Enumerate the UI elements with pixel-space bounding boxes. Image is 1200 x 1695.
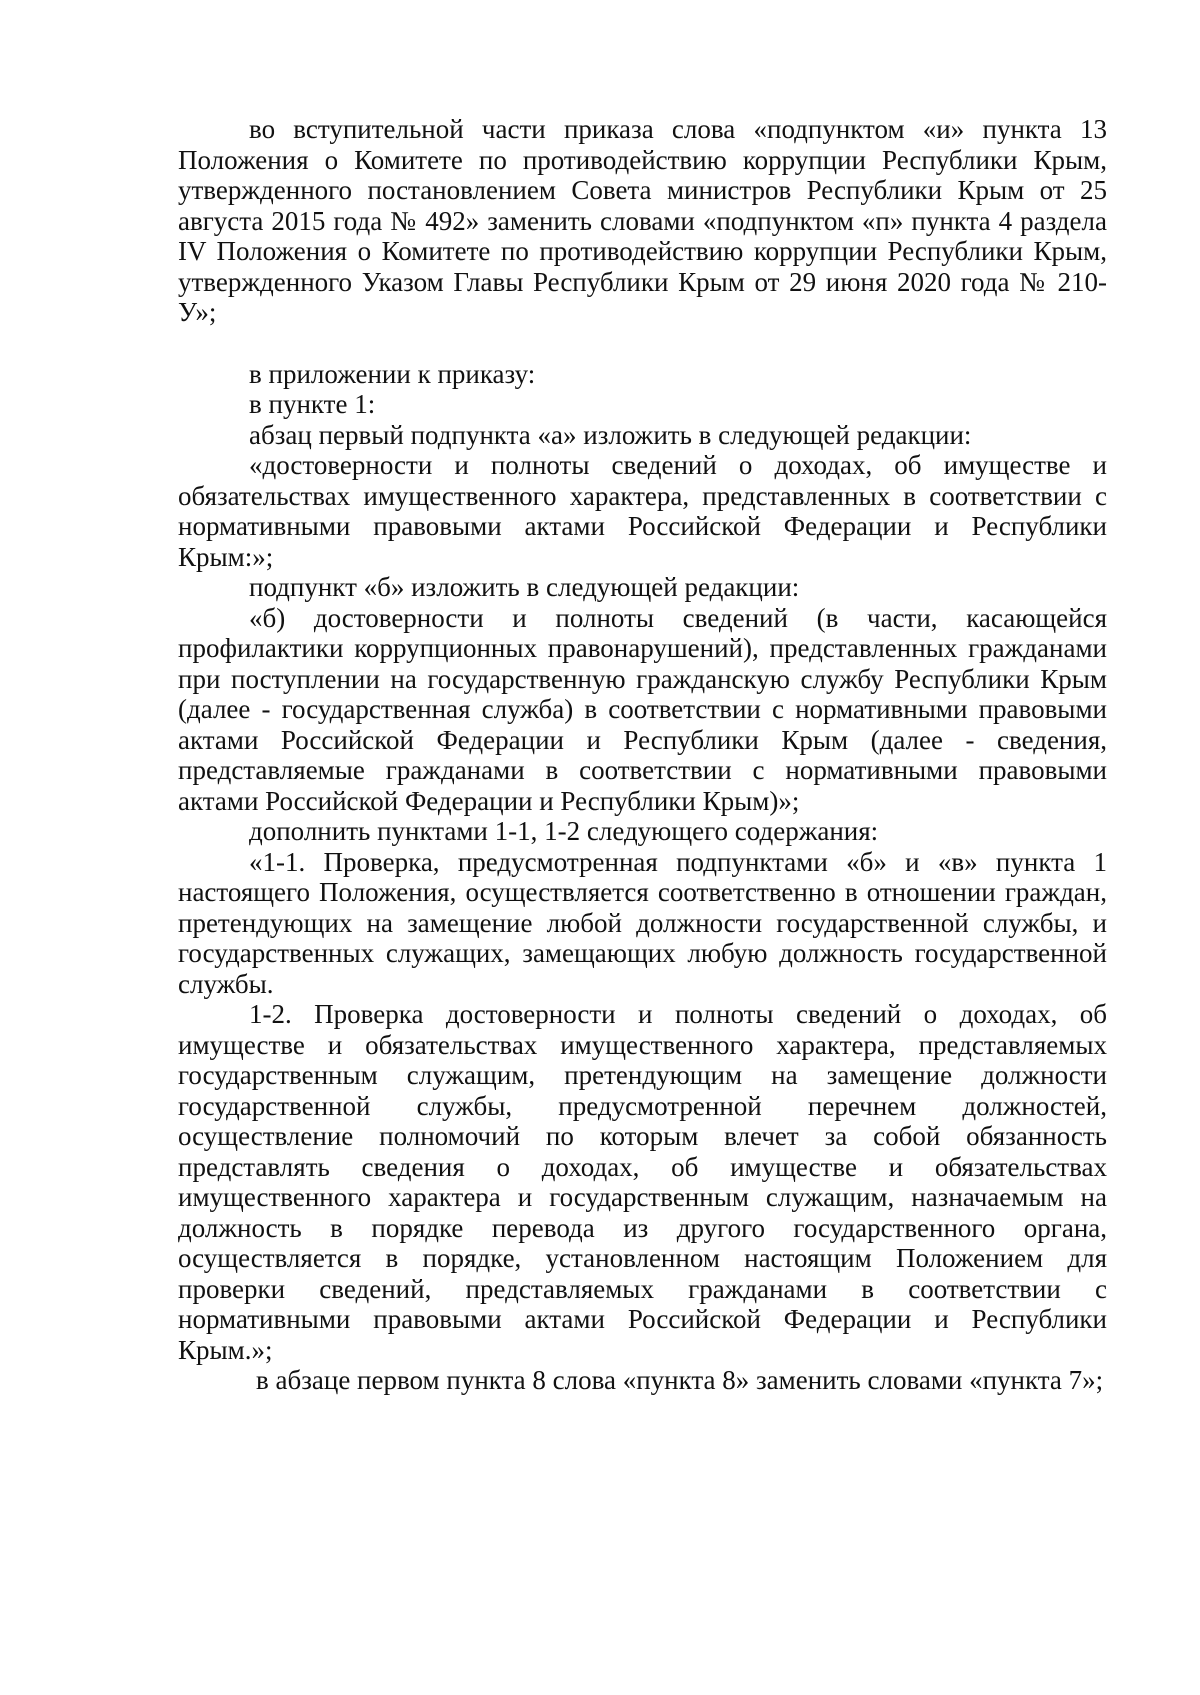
paragraph-subpoint-b-text: «б) достоверности и полноты сведений (в части, касающейся профилактики коррупционных правонарушений), представленных гражданами при поступлении на государственную гражданскую службу Республики Крым (далее - государственная служба) в соответствии с нормативными правовыми актами Российской Федерации и Республики Крым (далее - сведения, представляемые гражданами в соответствии с нормативными правовыми актами Российской Федерации и Республики Крым)»;	[178, 602, 1107, 816]
paragraph-point-1-1: «1-1. Проверка, предусмотренная подпунктами «б» и «в» пункта 1 настоящего Положения, осуществляется соответственно в отношении граждан, претендующих на замещение любой должности государственной службы, и государственных служащих, замещающих любую должность государственной службы.	[178, 846, 1107, 999]
paragraph-subpoint-a-text: «достоверности и полноты сведений о доходах, об имуществе и обязательствах имущественного характера, представленных в соответствии с нормативными правовыми актами Российской Федерации и Республики Крым:»;	[178, 450, 1107, 572]
paragraph-subpoint-a-heading: абзац первый подпункта «а» изложить в следующей редакции:	[249, 419, 972, 450]
paragraph-intro-amendment: во вступительной части приказа слова «подпунктом «и» пункта 13 Положения о Комитете по противодействию коррупции Республики Крым, утвержденного постановлением Совета министров Республики Крым от 25 августа 2015 года № 492» заменить словами «подпунктом «п» пункта 4 раздела IV Положения о Комитете по противодействию коррупции Республики Крым, утвержденного Указом Главы Республики Крым от 29 июня 2020 года № 210-У»;	[178, 114, 1107, 327]
paragraph-add-points: дополнить пунктами 1-1, 1-2 следующего содержания:	[249, 816, 879, 846]
paragraph-point-1-2: 1-2. Проверка достоверности и полноты сведений о доходах, об имуществе и обязательствах имущественного характера, представляемых государственным служащим, претендующим на замещение должности государственной службы, предусмотренной перечнем должностей, осуществление полномочий по которым влечет за собой обязанность представлять сведения о доходах, об имуществе и обязательствах имущественного характера и государственным служащим, назначаемым на должность в порядке перевода из другого государственного органа, осуществляется в порядке, установленном настоящим Положением для проверки сведений, представляемых гражданами в соответствии с нормативными правовыми актами Российской Федерации и Республики Крым.»;	[178, 999, 1107, 1365]
paragraph-subpoint-b-heading: подпункт «б» изложить в следующей редакции:	[249, 572, 800, 602]
paragraph-appendix: в приложении к приказу:	[249, 358, 536, 389]
paragraph-point-8: в абзаце первом пункта 8 слова «пункта 8» заменить словами «пункта 7»;	[256, 1365, 1104, 1395]
paragraph-point-1: в пункте 1:	[249, 389, 376, 419]
